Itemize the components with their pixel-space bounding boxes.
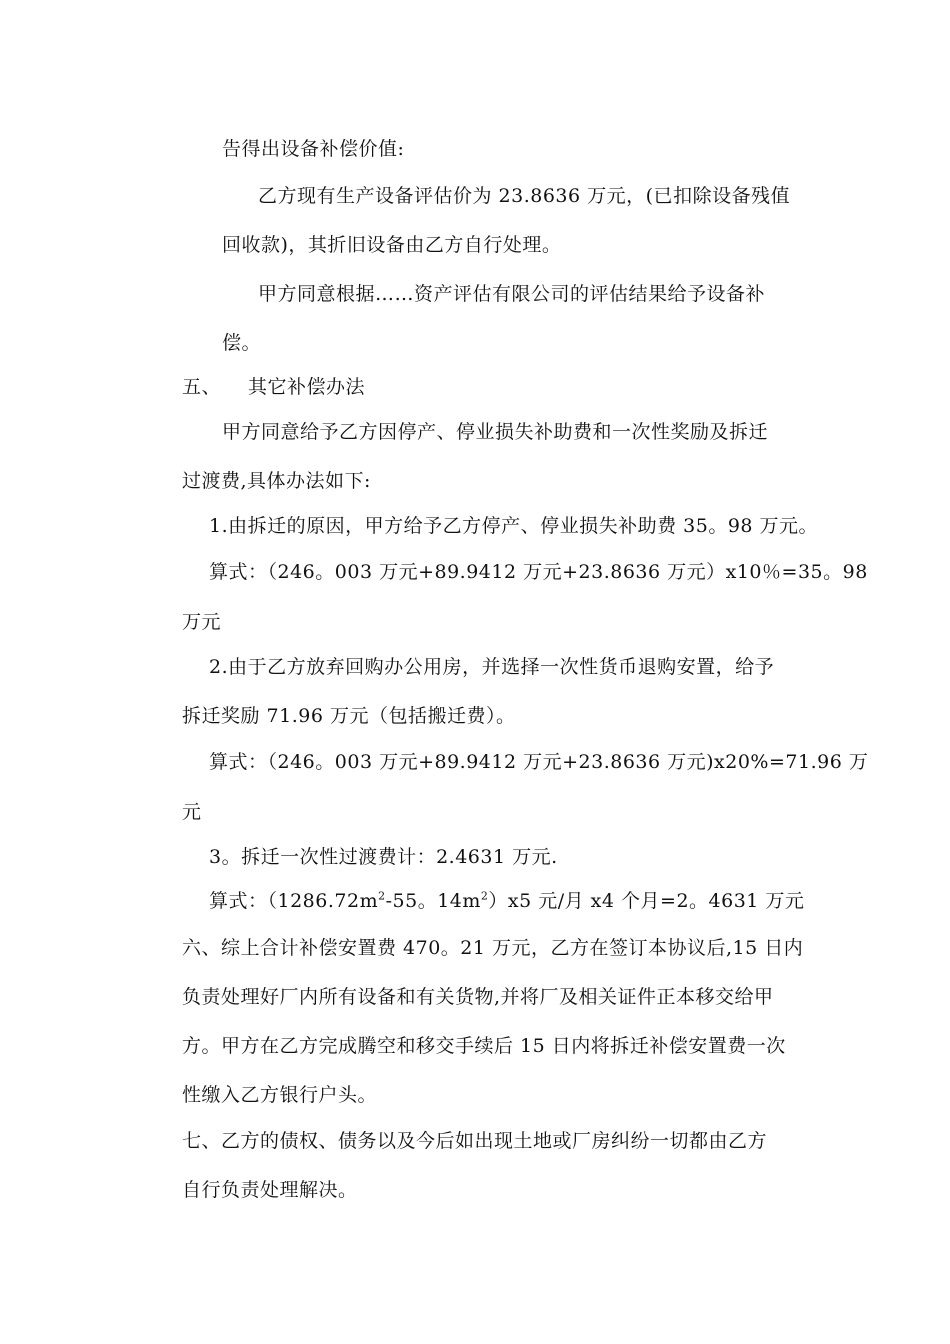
formula-line: 算式：（246。003 万元+89.9412 万元+23.8636 万元）x10％=35。98 bbox=[209, 561, 868, 583]
formula-part: ）x5 元/月 x4 个月=2。4631 万元 bbox=[488, 890, 805, 912]
paragraph-line: 回收款)，其折旧设备由乙方自行处理。 bbox=[222, 234, 562, 256]
paragraph-line: 过渡费,具体办法如下: bbox=[182, 470, 371, 492]
formula-part: 算式：（1286.72m bbox=[209, 890, 379, 912]
paragraph-line: 乙方现有生产设备评估价为 23.8636 万元，(已扣除设备残值 bbox=[258, 185, 791, 207]
formula-line bbox=[209, 888, 804, 914]
paragraph-line: 元 bbox=[182, 801, 202, 823]
paragraph-line: 自行负责处理解决。 bbox=[182, 1179, 358, 1201]
paragraph-line: 1.由拆迁的原因，甲方给予乙方停产、停业损失补助费 35。98 万元。 bbox=[209, 515, 819, 537]
formula-part: -55。14m bbox=[385, 890, 481, 912]
paragraph-line: 负责处理好厂内所有设备和有关货物,并将厂及相关证件正本移交给甲 bbox=[182, 986, 774, 1008]
section-seven-line: 七、乙方的债权、债务以及今后如出现土地或厂房纠纷一切都由乙方 bbox=[182, 1130, 768, 1152]
paragraph-line: 万元 bbox=[182, 611, 222, 633]
paragraph-line: 性缴入乙方银行户头。 bbox=[182, 1084, 378, 1106]
paragraph-line: 告得出设备补偿价值: bbox=[222, 138, 405, 160]
paragraph-line: 2.由于乙方放弃回购办公用房，并选择一次性货币退购安置，给予 bbox=[209, 656, 775, 678]
paragraph-line: 拆迁奖励 71.96 万元（包括搬迁费）。 bbox=[182, 705, 516, 727]
section-number: 五、 bbox=[182, 376, 222, 398]
paragraph-line: 甲方同意给予乙方因停产、停业损失补助费和一次性奖励及拆迁 bbox=[222, 421, 769, 443]
superscript: 2 bbox=[480, 889, 489, 903]
section-title: 其它补偿办法 bbox=[248, 376, 366, 398]
paragraph-line: 偿。 bbox=[222, 332, 262, 354]
paragraph-line: 方。甲方在乙方完成腾空和移交手续后 15 日内将拆迁补偿安置费一次 bbox=[182, 1035, 786, 1057]
paragraph-line: 甲方同意根据……资产评估有限公司的评估结果给予设备补 bbox=[258, 283, 766, 305]
paragraph-line: 3。拆迁一次性过渡费计：2.4631 万元. bbox=[209, 846, 558, 868]
section-six-line: 六、综上合计补偿安置费 470。21 万元，乙方在签订本协议后,15 日内 bbox=[182, 937, 804, 959]
formula-line: 算式：（246。003 万元+89.9412 万元+23.8636 万元)x20%=71.96 万 bbox=[209, 751, 869, 773]
section-heading-five bbox=[182, 374, 365, 400]
superscript: 2 bbox=[378, 889, 386, 903]
